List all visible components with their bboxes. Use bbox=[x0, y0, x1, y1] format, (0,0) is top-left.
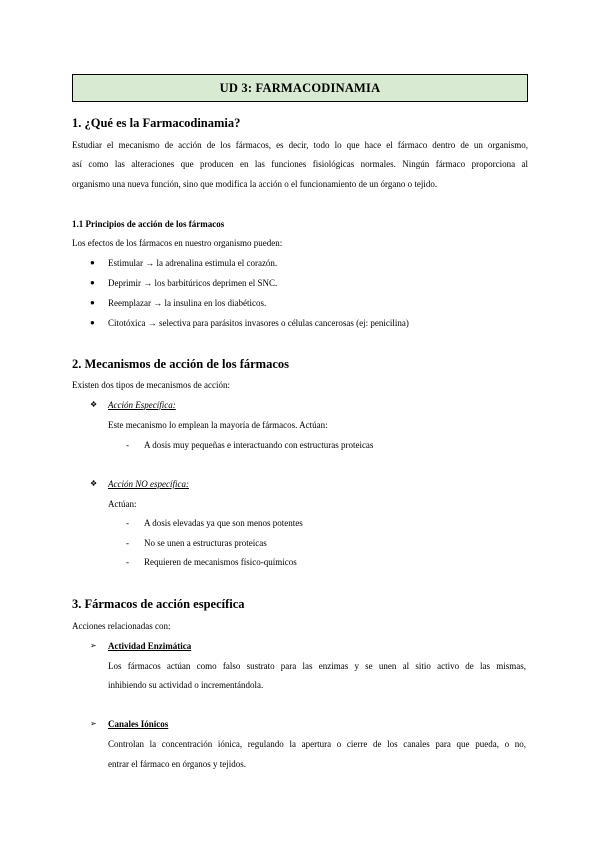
list-item: Reemplazar → la insulina en los diabéticos. bbox=[108, 298, 267, 308]
bullet-icon: ● bbox=[90, 258, 95, 267]
bullet-icon: ● bbox=[90, 278, 95, 287]
enzymatic-activity-label: Actividad Enzimática bbox=[108, 641, 192, 651]
nonspecific-action-label: Acción NO específica: bbox=[108, 479, 189, 489]
list-item: Estimular → la adrenalina estimula el corazón. bbox=[108, 258, 278, 268]
list-item: A dosis elevadas ya que son menos potentes bbox=[144, 518, 303, 528]
subsection-1-1-heading: 1.1 Principios de acción de los fármacos bbox=[72, 219, 225, 229]
diamond-bullet-icon: ❖ bbox=[90, 479, 98, 488]
nonspecific-action-text: Actúan: bbox=[108, 499, 137, 509]
section-2-intro: Existen dos tipos de mecanismos de acción: bbox=[72, 380, 230, 390]
section-1-heading: 1. ¿Qué es la Farmacodinamia? bbox=[72, 116, 241, 130]
arrow-bullet-icon: ➢ bbox=[90, 641, 97, 650]
specific-action-label: Acción Específica: bbox=[108, 400, 176, 410]
section-2-heading: 2. Mecanismos de acción de los fármacos bbox=[72, 357, 289, 371]
section-1-line: organismo una nueva función, sino que modifica la acción o el funcionamiento de un órgano o tejido. bbox=[72, 179, 438, 189]
list-item: Requieren de mecanismos físico-químicos bbox=[144, 557, 297, 567]
section-1-line: Estudiar el mecanismo de acción de los fármacos, es decir, todo lo que hace el fármaco dentro de un organismo, bbox=[72, 140, 528, 150]
document-title: UD 3: FARMACODINAMIA bbox=[72, 74, 528, 102]
ion-channels-line: Controlan la concentración iónica, regulando la apertura o cierre de los canales para que pueda, o no, bbox=[108, 739, 526, 749]
enzymatic-activity-line: Los fármacos actúan como falso sustrato para las enzimas y se unen al sitio activo de las mismas, bbox=[108, 661, 526, 671]
list-item: A dosis muy pequeñas e interactuando con estructuras proteicas bbox=[144, 440, 374, 450]
diamond-bullet-icon: ❖ bbox=[90, 400, 98, 409]
ion-channels-label: Canales Iónicos bbox=[108, 719, 169, 729]
arrow-bullet-icon: ➢ bbox=[90, 719, 97, 728]
dash-bullet-icon: - bbox=[126, 518, 129, 528]
section-3-intro: Acciones relacionadas con: bbox=[72, 621, 171, 631]
section-3-heading: 3. Fármacos de acción específica bbox=[72, 597, 245, 611]
list-item: Citotóxica → selectiva para parásitos invasores o células cancerosas (ej: penicilina) bbox=[108, 318, 409, 328]
list-item: No se unen a estructuras proteicas bbox=[144, 538, 267, 548]
section-1-line: así como las alteraciones que producen en las funciones fisiológicas normales. Ningún fármaco proporciona al bbox=[72, 159, 528, 169]
dash-bullet-icon: - bbox=[126, 538, 129, 548]
subsection-1-1-intro: Los efectos de los fármacos en nuestro organismo pueden: bbox=[72, 238, 283, 248]
ion-channels-line: entrar el fármaco en órganos y tejidos. bbox=[108, 759, 247, 769]
list-item: Deprimir → los barbitúricos deprimen el SNC. bbox=[108, 278, 278, 288]
specific-action-text: Este mecanismo lo emplean la mayoría de fármacos. Actúan: bbox=[108, 420, 328, 430]
dash-bullet-icon: - bbox=[126, 440, 129, 450]
bullet-icon: ● bbox=[90, 318, 95, 327]
bullet-icon: ● bbox=[90, 298, 95, 307]
dash-bullet-icon: - bbox=[126, 557, 129, 567]
enzymatic-activity-line: inhibiendo su actividad o incrementándola. bbox=[108, 680, 264, 690]
